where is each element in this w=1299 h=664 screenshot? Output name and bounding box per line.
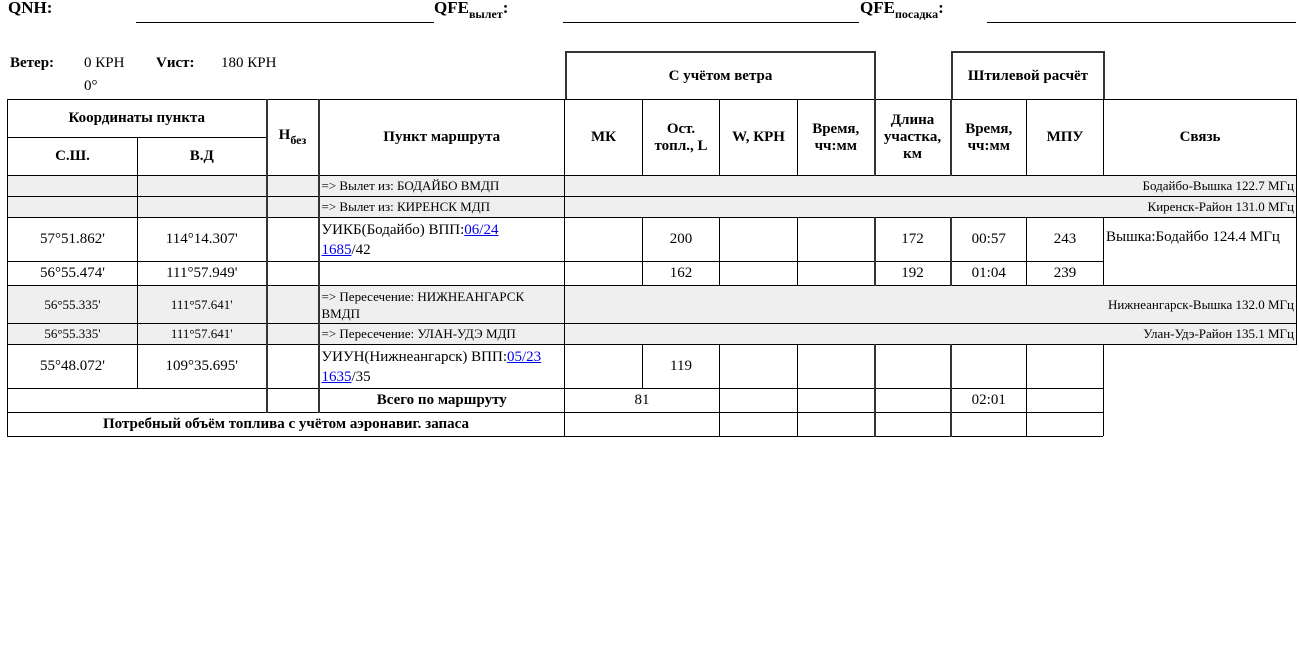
lat-cell: 56°55.474' [8,262,138,286]
table-row [8,218,1297,262]
lon-header: В.Д [138,138,267,176]
fuel-cell: 119 [643,345,720,389]
mk-header: МК [565,100,643,176]
h-header: $H_{без}$ [267,100,319,176]
qnh-input-line[interactable] [136,22,434,23]
table-row [8,176,1297,197]
wind-info [10,55,277,94]
lat-cell: 56°55.335' [8,286,138,324]
runway-link[interactable]: 06/24 [464,221,499,238]
runway-link[interactable]: 05/23 [507,348,542,365]
coords-header: Координаты пункта [8,100,267,138]
lon-cell: 111°57.641' [138,286,267,324]
table-row [8,324,1297,345]
point-cell: => Пересечение: УЛАН-УДЭ МДП [319,324,565,345]
table-row [8,197,1297,218]
route-table [7,99,1297,437]
group-calm: Штилевой расчёт [951,51,1105,100]
group-with-wind: С учётом ветра [565,51,876,100]
time-cell: 00:57 [951,218,1027,262]
header-row-1 [8,100,1297,138]
vist-label: Vист: [156,55,195,71]
fuel-cell: 200 [643,218,720,262]
comm-cell: Вышка:Бодайбо 124.4 МГц [1104,218,1297,286]
point-cell: => Вылет из: БОДАЙБО ВМДП [319,176,565,197]
mpu-cell: 239 [1027,262,1104,286]
point-cell: УИУН(Нижнеангарск) ВПП:05/23 1635/35 [319,345,565,389]
time-calm-header: Время, чч:мм [951,100,1027,176]
table-row [8,345,1297,389]
totals-fuel: 81 [565,389,720,413]
point-cell: УИКБ(Бодайбо) ВПП:06/24 1685/42 [319,218,565,262]
lat-cell: 55°48.072' [8,345,138,389]
totals-label: Всего по маршруту [319,389,565,413]
comm-cell: Улан-Удэ-Район 135.1 МГц [565,324,1297,345]
qfe-departure-input-line[interactable] [563,22,859,23]
lon-cell: 109°35.695' [138,345,267,389]
lat-cell: 56°55.335' [8,324,138,345]
time-cell: 01:04 [951,262,1027,286]
comm-cell: Нижнеангарск-Вышка 132.0 МГц [565,286,1297,324]
comm-cell: Киренск-Район 131.0 МГц [565,197,1297,218]
wind-speed: 0 КРН [84,55,125,71]
point-cell: => Вылет из: КИРЕНСК МДП [319,197,565,218]
totals-time: 02:01 [951,389,1027,413]
mpu-cell: 243 [1027,218,1104,262]
mpu-header: МПУ [1027,100,1104,176]
wind-label: Ветер: [10,55,55,71]
lat-header: С.Ш. [8,138,138,176]
lon-cell: 114°14.307' [138,218,267,262]
lat-cell: 57°51.862' [8,218,138,262]
vist-value: 180 КРН [221,55,277,71]
len-header: Длина участка, км [875,100,951,176]
required-fuel-label: Потребный объём топлива с учётом аэронавиг. запаса [8,413,565,437]
qfe-landing-input-line[interactable] [987,22,1296,23]
table-row [8,286,1297,324]
comm-header: Связь [1104,100,1297,176]
lon-cell: 111°57.949' [138,262,267,286]
point-cell: => Пересечение: НИЖНЕАНГАРСК ВМДП [319,286,565,324]
lon-cell: 111°57.641' [138,324,267,345]
comm-cell: Бодайбо-Вышка 122.7 МГц [565,176,1297,197]
fuel-cell: 162 [643,262,720,286]
table-row [8,262,1297,286]
totals-row [8,389,1297,413]
wind-direction: 0° [84,78,98,94]
runway-length-link[interactable]: 1685 [321,241,352,258]
w-header: W, КРН [720,100,798,176]
qfe-departure-label: $QFE_{вылет}$: [434,0,509,21]
runway-length-link[interactable]: 1635 [321,368,352,385]
point-header: Пункт маршрута [319,100,565,176]
qnh-label: QNH: [8,0,53,17]
len-cell: 172 [875,218,951,262]
fuel-header: Ост. топл., L [643,100,720,176]
required-fuel-row [8,413,1297,437]
qfe-landing-label: $QFE_{посадка}$: [860,0,944,21]
len-cell: 192 [875,262,951,286]
time-header: Время, чч:мм [798,100,875,176]
